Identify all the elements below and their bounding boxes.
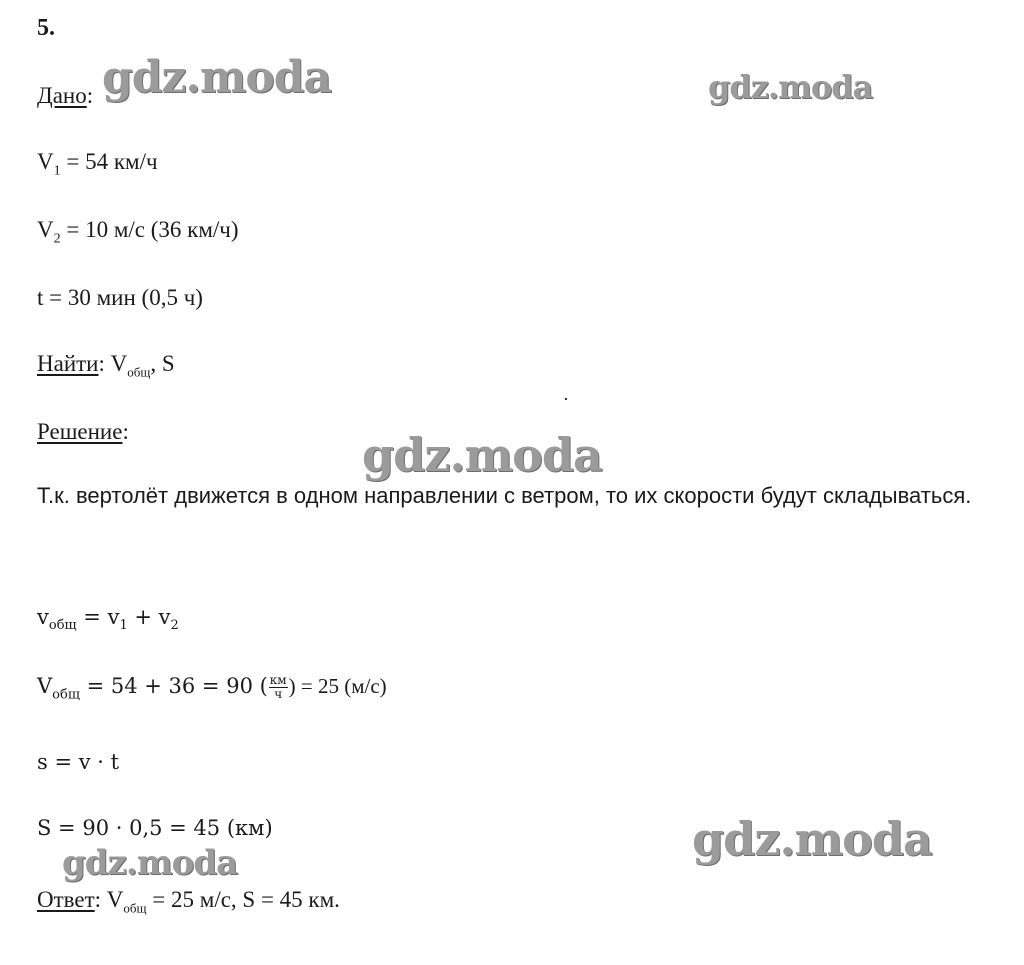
solution-heading: Решение: — [37, 419, 129, 444]
given-heading: Дано: — [37, 83, 94, 108]
answer-label: Ответ — [37, 887, 95, 912]
task-number: 5. — [37, 15, 55, 41]
formula-speed-calc: $V_{общ} = 54 + 36 = 90$ ( $\frac{км}{ч}$ ) = 25 (м/с) — [37, 673, 387, 703]
given-v2: $V_2 = 10$ м/с (36 км/ч) — [37, 217, 239, 247]
answer-line: Ответ: $V_{общ} = 25$ м/с, S = 45 км. — [37, 887, 340, 916]
fraction-km-h: $\frac{км}{ч}$ — [269, 673, 287, 702]
solution-label: Решение — [37, 419, 123, 444]
formula-sum: $v_{общ} = v_1 + v_2$ — [37, 605, 179, 634]
watermark-logo: gdz.moda — [362, 428, 602, 482]
watermark-logo: gdz.moda — [692, 812, 932, 866]
stray-dot — [565, 398, 567, 400]
formula-distance: s = v · t — [37, 750, 120, 774]
given-label: Дано — [37, 83, 87, 108]
given-t: t = 30 мин (0,5 ч) — [37, 285, 203, 310]
watermark-logo: gdz.moda — [102, 52, 332, 103]
find-line: Найти: $V_{общ}$, S — [37, 351, 175, 380]
explanation-text: Т.к. вертолёт движется в одном направлении с ветром, то их скорости будут складываться. — [37, 483, 972, 508]
find-label: Найти — [37, 351, 99, 376]
formula-distance-calc: S = 90 · 0,5 = 45 (км) — [37, 816, 273, 840]
watermark-logo: gdz.moda — [62, 843, 238, 883]
given-v1: $V_1 = 54$ км/ч — [37, 149, 158, 179]
watermark-logo: gdz.moda — [708, 68, 873, 106]
